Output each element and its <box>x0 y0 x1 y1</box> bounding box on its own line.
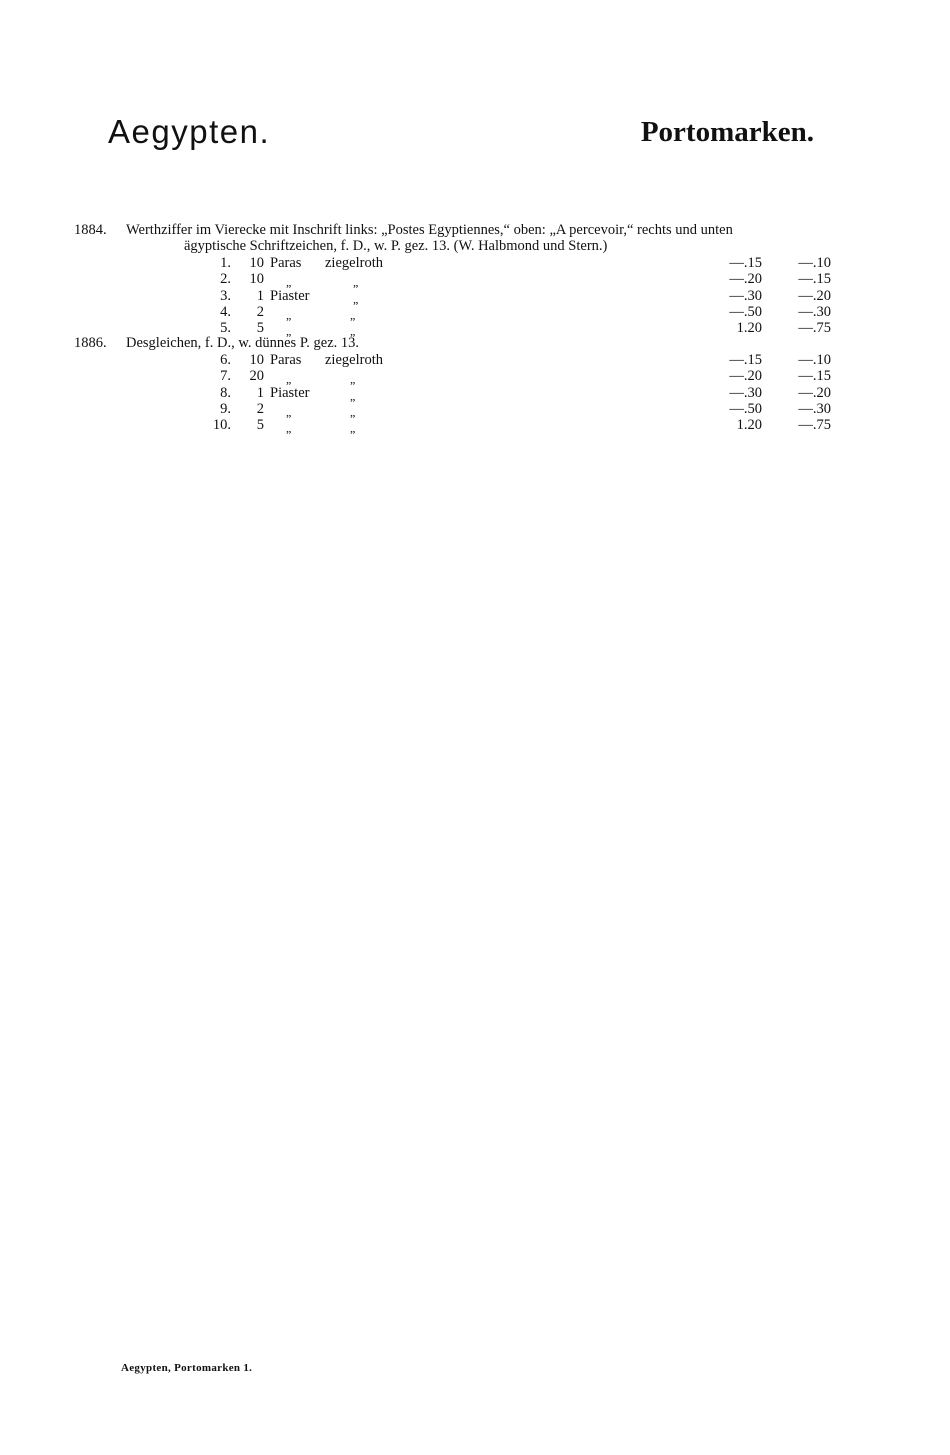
stamp-number: 4. <box>220 303 231 320</box>
stamp-unit: Piaster <box>270 384 310 401</box>
stamp-unit: Paras <box>270 352 302 368</box>
stamp-value: 10 <box>249 271 264 288</box>
stamp-value: 2 <box>256 303 264 320</box>
issue-description-line: Werthziffer im Vierecke mit Inschrift links: „Postes Egyptiennes,“ oben: „A percevoir,“ rechts und unten <box>126 222 733 238</box>
price-unused: —.20 <box>729 271 762 288</box>
stamp-color-ditto: „ <box>350 421 356 436</box>
page-title-country: Aegypten. <box>108 113 271 150</box>
stamp-color-ditto: „ <box>353 275 359 290</box>
stamp-color-ditto: „ <box>353 291 359 306</box>
stamp-list <box>0 352 950 436</box>
price-used: —.10 <box>798 352 831 368</box>
stamp-number: 7. <box>220 368 231 385</box>
page-footer: Aegypten, Portomarken 1. <box>121 1362 253 1374</box>
stamp-list <box>0 255 950 339</box>
issue-description-line: ägyptische Schriftzeichen, f. D., w. P. gez. 13. (W. Halbmond und Stern.) <box>184 238 608 255</box>
issue-year: 1886. <box>74 335 107 351</box>
price-used: —.20 <box>798 287 831 304</box>
page-title-category: Portomarken. <box>640 116 814 148</box>
price-unused: —.30 <box>729 287 762 304</box>
stamp-number: 2. <box>220 271 231 288</box>
stamp-unit: Paras <box>270 255 302 271</box>
stamp-unit-ditto: „ <box>286 275 292 290</box>
stamp-number: 8. <box>220 384 231 401</box>
issue-year: 1884. <box>74 222 107 238</box>
stamp-unit-ditto: „ <box>286 372 292 387</box>
price-used: —.30 <box>798 303 831 320</box>
stamp-value: 10 <box>249 255 264 271</box>
price-unused: —.15 <box>729 255 762 271</box>
stamp-color-ditto: „ <box>350 388 356 403</box>
stamp-number: 9. <box>220 400 231 417</box>
stamp-row <box>0 352 950 368</box>
stamp-row <box>0 417 950 436</box>
stamp-unit-ditto: „ <box>286 324 292 339</box>
stamp-value: 20 <box>249 368 264 385</box>
stamp-color-ditto: „ <box>350 324 356 339</box>
price-unused: —.30 <box>729 384 762 401</box>
price-unused: 1.20 <box>736 417 762 434</box>
stamp-row <box>0 271 950 290</box>
stamp-unit-ditto: „ <box>286 421 292 436</box>
stamp-color-ditto: „ <box>350 404 356 419</box>
stamp-color: ziegelroth <box>325 255 383 271</box>
stamp-row <box>0 255 950 271</box>
stamp-number: 6. <box>220 352 231 368</box>
stamp-color: ziegelroth <box>325 352 383 368</box>
issue-description <box>126 222 848 255</box>
stamp-value: 1 <box>256 287 264 304</box>
price-used: —.20 <box>798 384 831 401</box>
price-unused: —.15 <box>729 352 762 368</box>
stamp-unit-ditto: „ <box>286 307 292 322</box>
stamp-number: 5. <box>220 320 231 337</box>
stamp-row <box>0 288 950 304</box>
stamp-value: 5 <box>256 417 264 434</box>
stamp-row <box>0 401 950 417</box>
price-unused: —.20 <box>729 368 762 385</box>
price-used: —.75 <box>798 320 831 337</box>
price-used: —.10 <box>798 255 831 271</box>
stamp-value: 10 <box>249 352 264 368</box>
issue-description <box>126 335 848 351</box>
stamp-number: 10. <box>212 417 231 434</box>
stamp-value: 2 <box>256 400 264 417</box>
issue-description-line: Desgleichen, f. D., w. dünnes P. gez. 13. <box>126 335 360 351</box>
price-used: —.15 <box>798 368 831 385</box>
stamp-color-ditto: „ <box>350 372 356 387</box>
stamp-row <box>0 385 950 401</box>
price-used: —.75 <box>798 417 831 434</box>
stamp-color-ditto: „ <box>350 307 356 322</box>
price-used: —.30 <box>798 400 831 417</box>
stamp-number: 1. <box>220 255 231 271</box>
stamp-row <box>0 304 950 320</box>
price-unused: —.50 <box>729 400 762 417</box>
stamp-value: 1 <box>256 384 264 401</box>
stamp-number: 3. <box>220 287 231 304</box>
price-used: —.15 <box>798 271 831 288</box>
price-unused: 1.20 <box>736 320 762 337</box>
stamp-row <box>0 368 950 387</box>
price-unused: —.50 <box>729 303 762 320</box>
stamp-unit-ditto: „ <box>286 404 292 419</box>
stamp-value: 5 <box>256 320 264 337</box>
stamp-unit: Piaster <box>270 287 310 304</box>
